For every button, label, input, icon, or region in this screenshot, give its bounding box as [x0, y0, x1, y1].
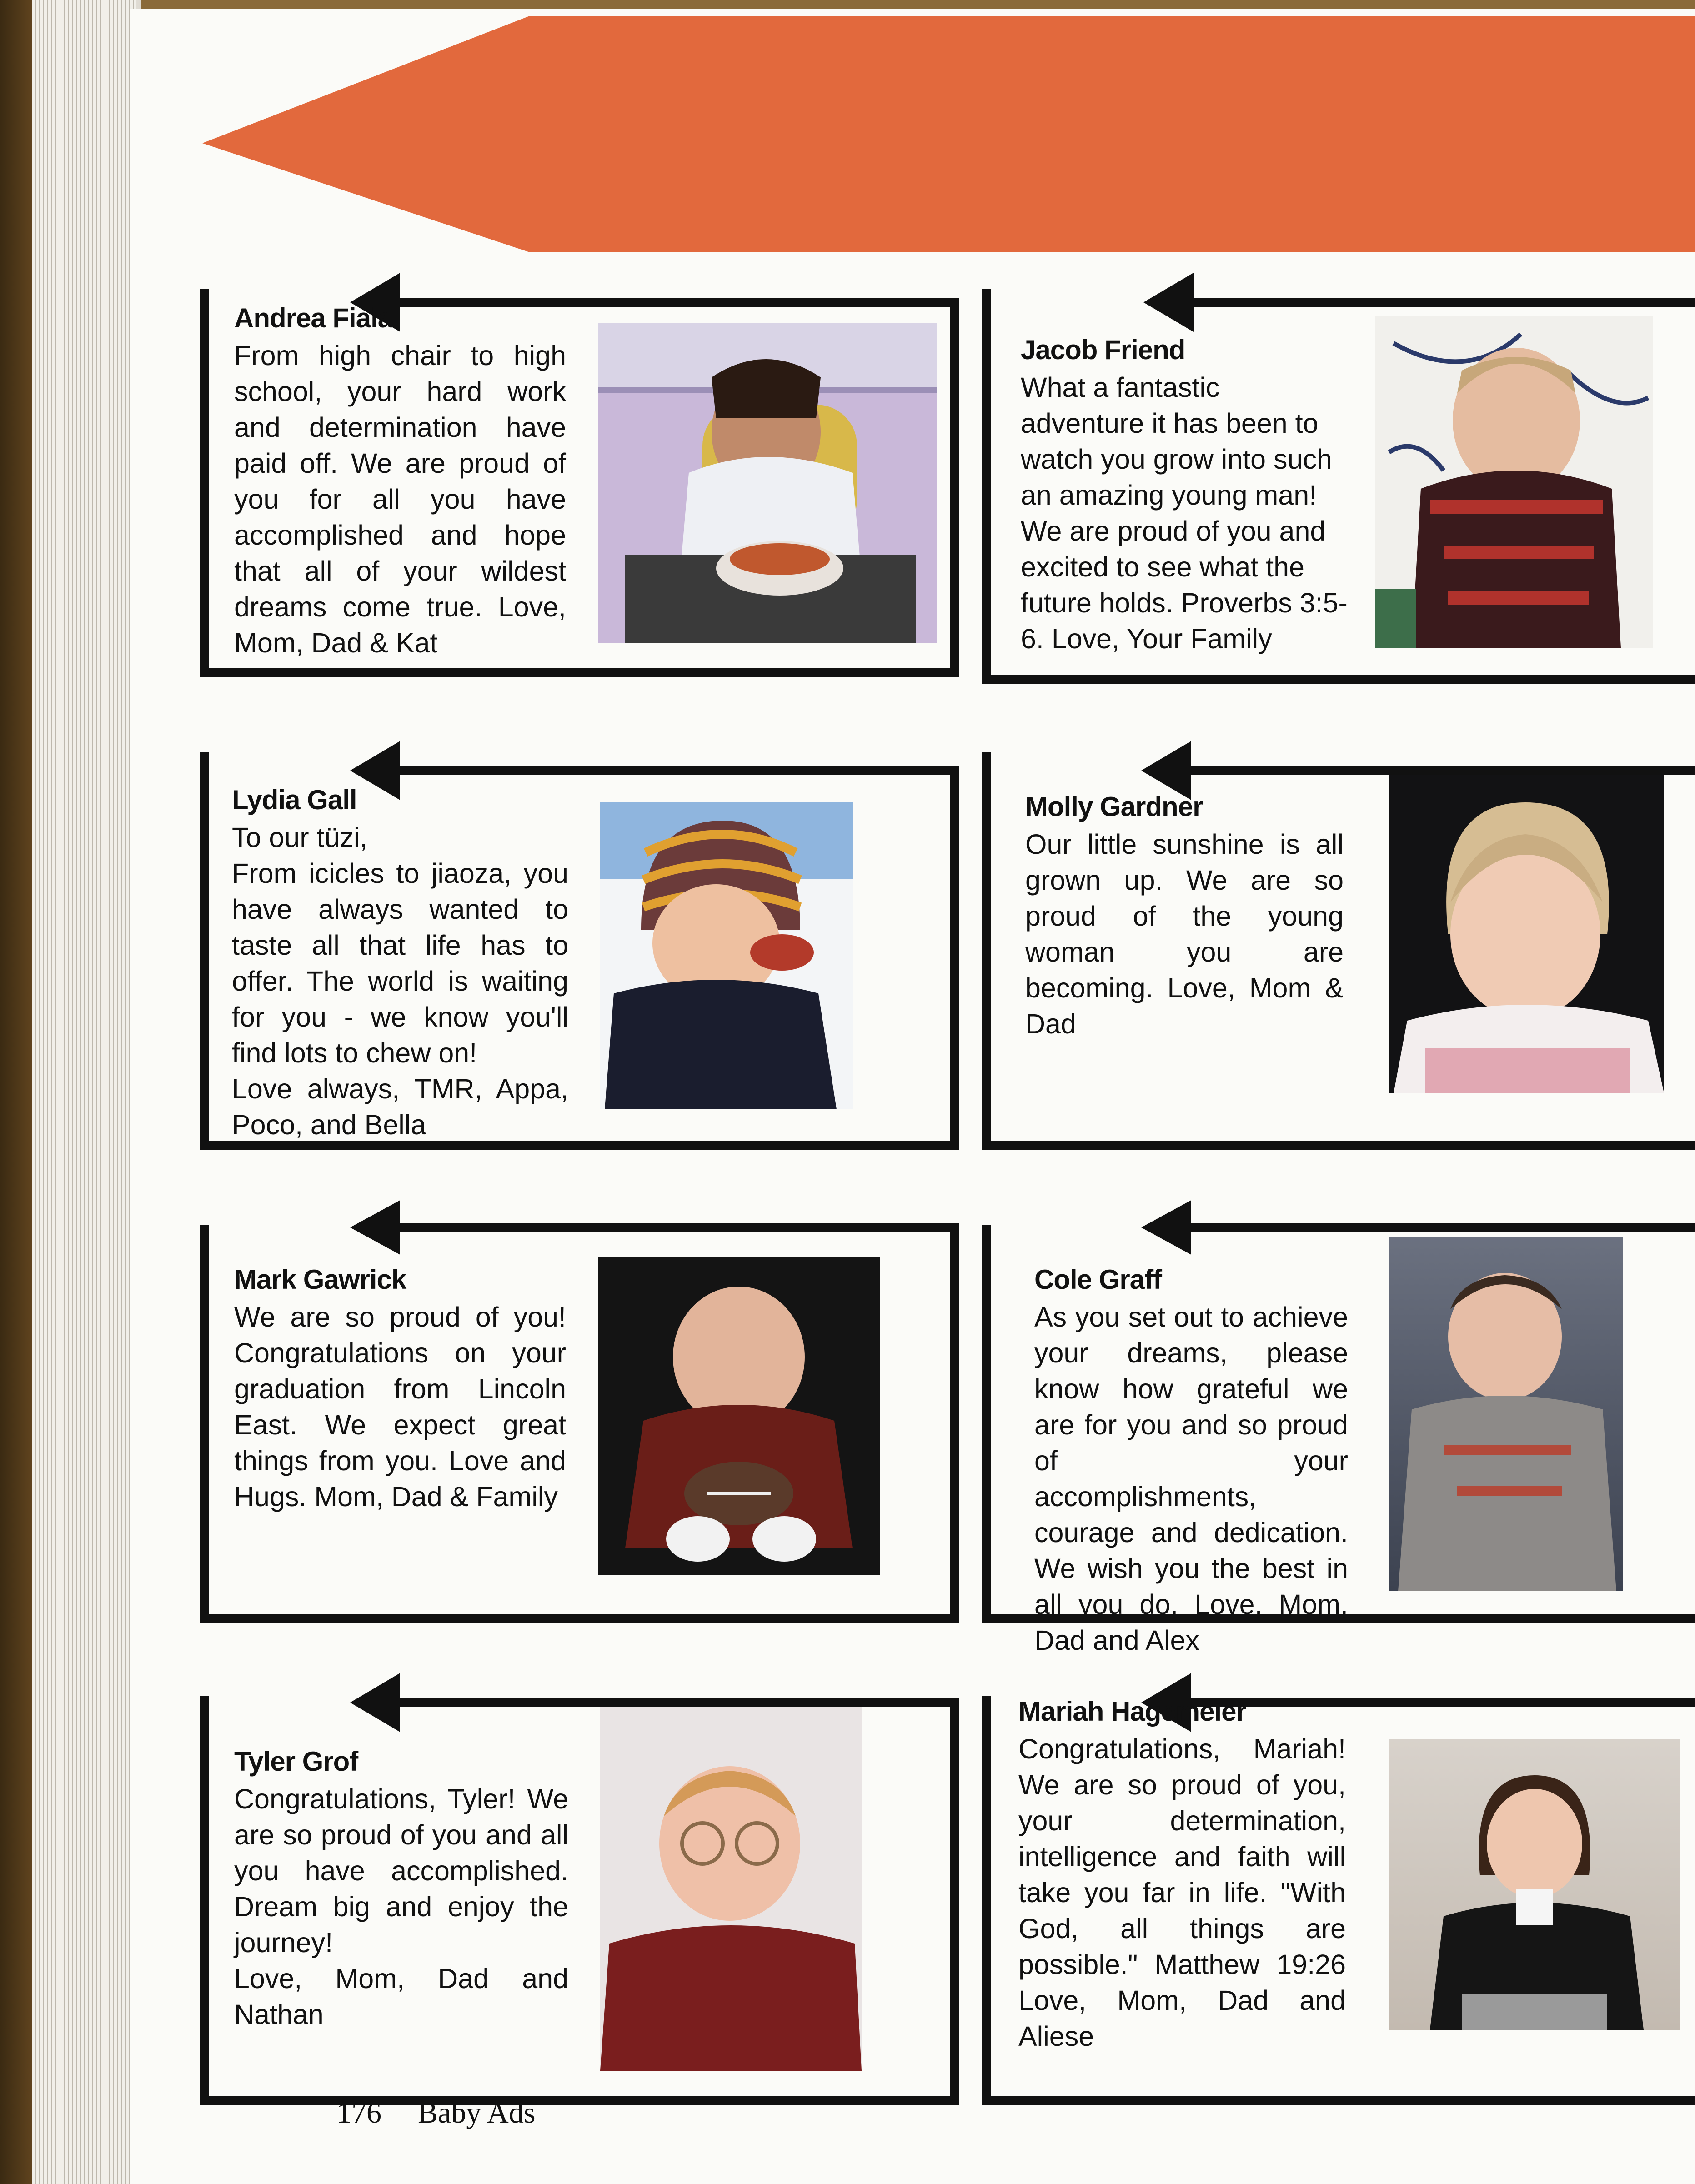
- ad-name: Andrea Fiala: [234, 303, 393, 333]
- baby-photo: [1389, 1739, 1680, 2030]
- page-number: 176: [336, 2096, 381, 2129]
- ad-message: We are so proud of you! Congratulations on your graduation from Lincoln East. We expect great things from you. Love and Hugs. Mom, Dad & Family: [234, 1302, 566, 1512]
- ad-name: Molly Gardner: [1025, 791, 1203, 822]
- book-spine-edge: [0, 0, 141, 2184]
- ad-name: Lydia Gall: [232, 785, 357, 815]
- baby-photo: [1389, 1237, 1623, 1591]
- ad-name: Mariah Hagemeier: [1018, 1696, 1246, 1727]
- ad-card-jacob-friend: [980, 257, 1695, 689]
- baby-photo: [600, 802, 853, 1109]
- ad-message: From high chair to high school, your hard work and determination have paid off. We are proud of you for all you have accomplished and hope that all of your wildest dreams come true. Love, Mom, Dad & Kat: [234, 340, 566, 658]
- baby-photo: [1389, 775, 1664, 1093]
- ad-card-tyler-grof: [198, 1664, 962, 2109]
- baby-photo: [600, 1707, 862, 2071]
- ad-card-mariah-hagemeier: [980, 1664, 1695, 2109]
- ad-name: Mark Gawrick: [234, 1264, 406, 1295]
- baby-photo: [598, 323, 937, 643]
- ad-name: Jacob Friend: [1021, 335, 1185, 365]
- ad-name: Tyler Grof: [234, 1746, 358, 1777]
- ad-card-andrea-fiala: [198, 257, 962, 680]
- yearbook-page: [130, 9, 1695, 2184]
- ad-message: Congratulations, Tyler! We are so proud of you and all you have accomplished. Dream big and enjoy the journey! Love, Mom, Dad and Nathan: [234, 1783, 568, 2030]
- orange-arrow-banner: [202, 16, 1695, 252]
- page-footer: [336, 2096, 572, 2130]
- section-title: Baby Ads: [418, 2096, 536, 2129]
- ad-message: What a fantastic adventure it has been to watch you grow into such an amazing young man! We are proud of you and excited to see what the future holds. Proverbs 3:5-6. Love, Your Family: [1021, 372, 1348, 654]
- ad-card-mark-gawrick: [198, 1196, 962, 1628]
- ad-message: Our little sunshine is all grown up. We are so proud of the young woman you are becoming. Love, Mom & Dad: [1025, 829, 1344, 1039]
- ad-card-cole-graff: [980, 1196, 1695, 1656]
- baby-photo: [1375, 316, 1653, 648]
- ad-card-lydia-gall: [198, 723, 962, 1155]
- ad-card-molly-gardner: [980, 723, 1695, 1155]
- ad-name: Cole Graff: [1034, 1264, 1162, 1295]
- ad-message: As you set out to achieve your dreams, please know how grateful we are for you and so proud of your accomplishments, courage and dedication. We wish you the best in all you do. Love, Mom, Dad and Alex: [1034, 1302, 1348, 1656]
- ad-message: Congratulations, Mariah! We are so proud of you, your determination, intelligence and faith will take you far in life. "With God, all things are possible." Matthew 19:26 Love, Mom, Dad and Aliese: [1018, 1733, 1346, 2052]
- baby-photo: [598, 1257, 880, 1575]
- ad-message: To our tüzi, From icicles to jiaoza, you have always wanted to taste all that life has to offer. The world is waiting for you - we know you'll find lots to chew on! Love always, TMR, Appa, Poco, and Bella: [232, 822, 568, 1140]
- page-edges: [32, 0, 136, 2184]
